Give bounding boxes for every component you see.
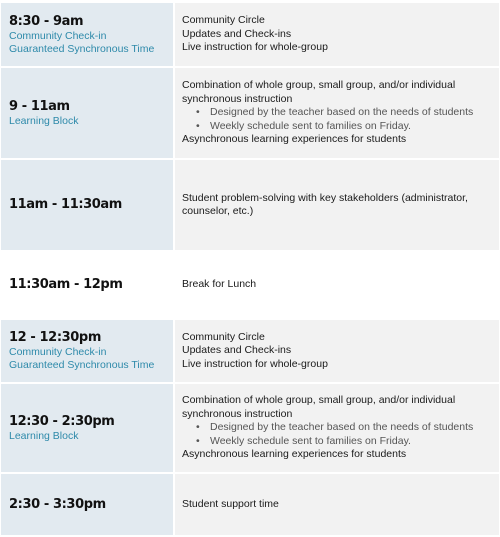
- activity-cell: [175, 68, 499, 158]
- activity-line: counselor, etc.): [182, 205, 254, 217]
- block-label: Guaranteed Synchronous Time: [9, 42, 155, 55]
- schedule-row: [0, 474, 500, 535]
- activity-line: Student support time: [182, 497, 279, 510]
- activity-line: Break for Lunch: [182, 278, 257, 291]
- schedule-row: [0, 3, 500, 66]
- activity-line: Combination of whole group, small group, and/or individual: [182, 394, 456, 407]
- activity-line: Combination of whole group, small group, and/or individual: [182, 79, 456, 92]
- bullet-item: • Weekly schedule sent to families on Friday.: [210, 120, 493, 134]
- schedule-row: [0, 252, 500, 318]
- schedule-row: [0, 384, 500, 472]
- activity-cell: [175, 474, 499, 535]
- block-label: Guaranteed Synchronous Time: [9, 359, 155, 371]
- activity-line: Updates and Check-ins: [182, 27, 292, 40]
- activity-line: Student problem-solving with key stakeholders (administrator,: [182, 191, 468, 204]
- time-cell: [1, 160, 173, 250]
- schedule-row: [0, 68, 500, 158]
- time-cell: [1, 252, 173, 318]
- block-label: Learning Block: [9, 429, 79, 442]
- time-cell: [1, 3, 173, 66]
- block-label: Community Check-in: [9, 346, 107, 358]
- time-label: 2:30 - 3:30pm: [9, 496, 106, 512]
- activity-cell: [175, 252, 499, 318]
- time-label: 12:30 - 2:30pm: [9, 413, 115, 429]
- activity-line: Live instruction for whole-group: [182, 41, 328, 54]
- block-label: Learning Block: [9, 114, 79, 127]
- activity-cell: [175, 384, 499, 472]
- activity-line: synchronous instruction: [182, 407, 293, 420]
- bullet-item: • Weekly schedule sent to families on Friday.: [210, 435, 493, 449]
- time-cell: [1, 384, 173, 472]
- time-label: 11:30am - 12pm: [9, 277, 123, 292]
- time-label: 9 - 11am: [9, 98, 70, 114]
- activity-line: Community Circle: [182, 330, 265, 343]
- schedule-row: [0, 320, 500, 382]
- time-cell: [1, 320, 173, 382]
- time-label: 11am - 11:30am: [9, 197, 122, 212]
- schedule-row: [0, 160, 500, 250]
- bullet-list: [182, 106, 493, 133]
- time-label: 12 - 12:30pm: [9, 330, 101, 345]
- activity-cell: [175, 320, 499, 382]
- activity-line: synchronous instruction: [182, 92, 293, 105]
- bullet-list: [182, 421, 493, 448]
- time-label: 8:30 - 9am: [9, 13, 84, 29]
- activity-line: Updates and Check-ins: [182, 344, 292, 357]
- time-cell: [1, 68, 173, 158]
- activity-cell: [175, 3, 499, 66]
- time-cell: [1, 474, 173, 535]
- bullet-item: • Designed by the teacher based on the needs of students: [210, 421, 493, 435]
- bullet-item: • Designed by the teacher based on the needs of students: [210, 106, 493, 120]
- activity-cell: [175, 160, 499, 250]
- activity-line: Asynchronous learning experiences for students: [182, 448, 407, 461]
- activity-line: Asynchronous learning experiences for students: [182, 133, 407, 146]
- block-label: Community Check-in: [9, 29, 107, 42]
- activity-line: Live instruction for whole-group: [182, 357, 328, 370]
- activity-line: Community Circle: [182, 14, 265, 27]
